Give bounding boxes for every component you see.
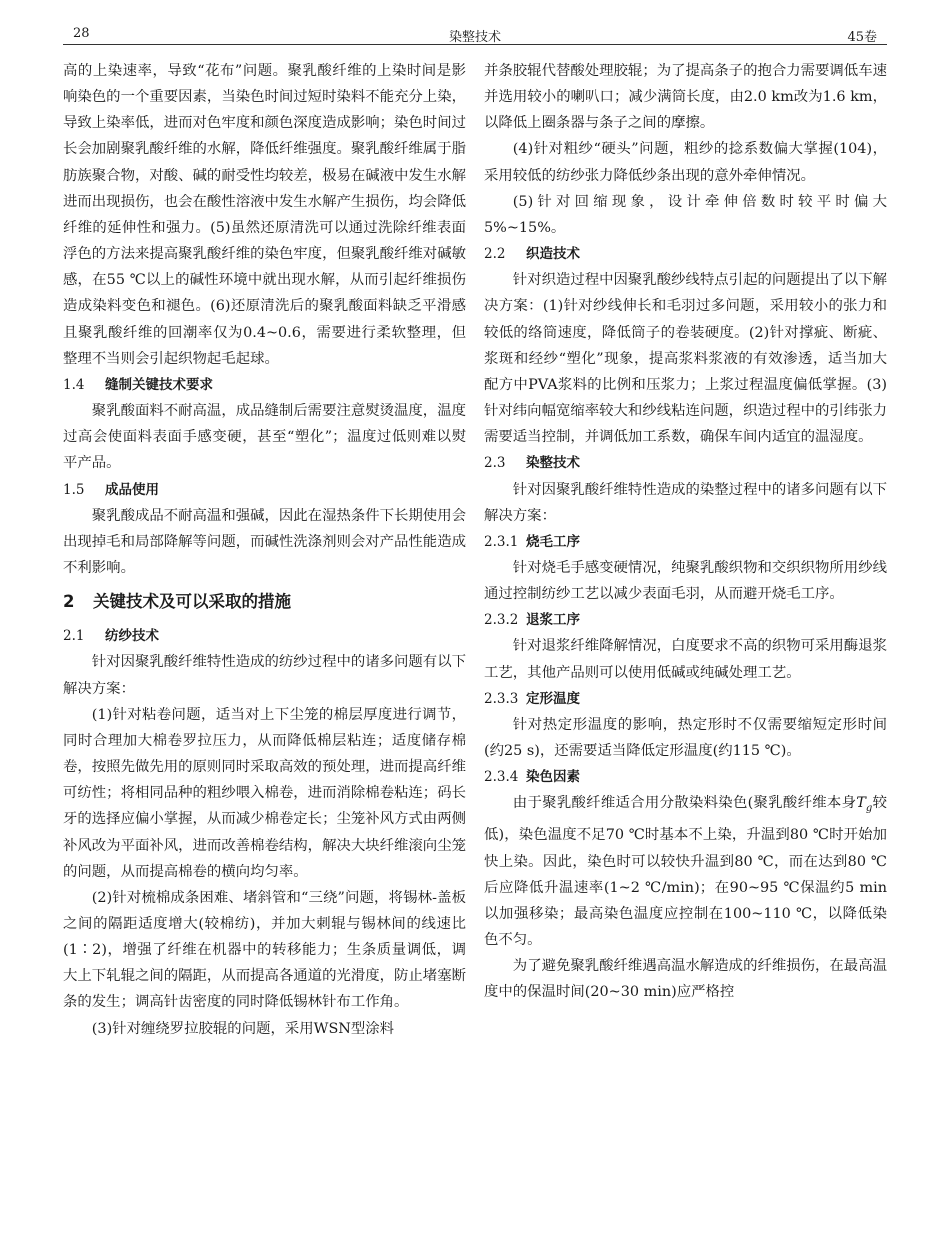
text-run: 由于聚乳酸纤维适合用分散染料染色(聚乳酸纤维本身 <box>512 795 857 812</box>
paragraph-intro: 高的上染速率，导致“花布”问题。聚乳酸纤维的上染时间是影响染色的一个重要因素，当染色时间过短时染料不能充分上染，导致上染率低，进而对色牢度和颜色深度造成影响；染色时间过长会加剧聚乳酸纤维的水解，降低纤维强度。聚乳酸纤维属于脂肪族聚合物，对酸、碱的耐受性均较差，极易在碱液中发生水解进而出现损伤，也会在酸性溶液中发生水解产生损伤，均会降低纤维的延伸性和强力。(5)虽然还原清洗可以通过洗除纤维表面浮色的方法来提高聚乳酸纤维的染色牢度，但聚乳酸纤维对碱敏感，在55 ℃以上的碱性环境中就出现水解，从而引起纤维损伤造成染料变色和褪色。(6)还原清洗后的聚乳酸面料缺乏平滑感且聚乳酸纤维的回潮率仅为0.4~0.6，需要进行柔软整理，但整理不当则会引起织物起毛起球。 <box>63 63 466 367</box>
paragraph: 针对因聚乳酸纤维特性造成的纺纱过程中的诸多问题有以下解决方案： <box>63 654 466 697</box>
section-number: 2.3.1 <box>484 533 519 550</box>
section-number: 1.4 <box>63 376 85 393</box>
paragraph: (3)针对缠绕罗拉胶辊的问题，采用WSN型涂料 <box>91 1020 395 1037</box>
section-heading-1-4 <box>63 372 466 398</box>
section-title: 关键技术及可以采取的措施 <box>93 592 291 612</box>
section-heading-2-3-4 <box>484 764 887 790</box>
right-column <box>484 58 887 1006</box>
section-number: 2.1 <box>63 628 85 645</box>
section-number: 2 <box>63 592 75 612</box>
section-number: 2.2 <box>484 246 506 263</box>
paragraph: (5)针对回缩现象，设计牵伸倍数时较平时偏大5%~15%。 <box>484 193 887 236</box>
section-heading-2-1 <box>63 623 466 649</box>
section-title: 定形温度 <box>526 690 580 707</box>
section-number: 2.3.2 <box>484 612 519 629</box>
page-number: 28 <box>73 26 90 41</box>
paragraph: 针对热定形温度的影响，热定形时不仅需要缩短定形时间(约25 s)，还需要适当降低定形温度(约115 ℃)。 <box>484 716 887 760</box>
section-number: 2.3.3 <box>484 690 519 707</box>
section-title: 烧毛工序 <box>526 533 580 550</box>
paragraph-continued: 并条胶辊代替酸处理胶辊；为了提高条子的抱合力需要调低车速并选用较小的喇叭口；减少满筒长度，由2.0 km改为1.6 km，以降低上圈条器与条子之间的摩擦。 <box>484 63 887 132</box>
section-title: 成品使用 <box>105 481 159 498</box>
section-number: 2.3.4 <box>484 769 519 786</box>
text-run: 较低)，染色温度不足70 ℃时基本不上染，升温到80 ℃时开始加快上染。因此，染色时可以较快升温到80 ℃，而在达到80 ℃后应降低升温速率(1~2 ℃/min)；在90~95 ℃保温约5 min以加强移染；最高染色温度应控制在100~110 ℃，以降低染色不匀。 <box>484 795 887 949</box>
journal-name: 染整技术 <box>448 30 501 45</box>
section-number: 1.5 <box>63 481 85 498</box>
paragraph: 为了避免聚乳酸纤维遇高温水解造成的纤维损伤，在最高温度中的保温时间(20~30 min)应严格控 <box>484 958 887 1001</box>
section-heading-2-3-1 <box>484 529 887 555</box>
paragraph: (4)针对粗纱“硬头”问题，粗纱的捻系数偏大掌握(104)，采用较低的纺纱张力降低纱条出现的意外牵伸情况。 <box>484 141 887 184</box>
section-title: 纺纱技术 <box>105 628 159 645</box>
tg-subscript: g <box>865 803 873 815</box>
left-column <box>63 58 466 1042</box>
paragraph-dyeing <box>484 790 887 953</box>
paragraph: 针对烧毛手感变硬情况，纯聚乳酸织物和交织织物所用纱线通过控制纺纱工艺以减少表面毛羽，从而避开烧毛工序。 <box>484 559 887 603</box>
section-heading-1-5 <box>63 477 466 503</box>
paragraph: 聚乳酸面料不耐高温，成品缝制后需要注意熨烫温度，温度过高会使面料表面手感变硬，甚至“塑化”；温度过低则难以熨平产品。 <box>63 403 466 472</box>
volume-label: 45卷 <box>847 30 877 45</box>
paragraph: 针对因聚乳酸纤维特性造成的染整过程中的诸多问题有以下解决方案： <box>484 481 887 524</box>
section-title: 退浆工序 <box>526 612 580 629</box>
paragraph: (1)针对粘卷问题，适当对上下尘笼的棉层厚度进行调节，同时合理加大棉卷罗拉压力，从而降低棉层粘连；适度储存棉卷，按照先做先用的原则同时采取高效的预处理，进而提高纤维可纺性；将相同品种的粗纱喂入棉卷，进而消除棉卷粘连；码长牙的选择应偏小掌握，从而减少棉卷定长；尘笼补风方式由两侧补风改为平面补风，进而改善棉卷结构，解决大块纤维滚向尘笼的问题，从而提高棉卷的横向均匀率。 <box>63 706 466 880</box>
paragraph: 针对织造过程中因聚乳酸纱线特点引起的问题提出了以下解决方案：(1)针对纱线伸长和毛羽过多问题，采用较小的张力和较低的络筒速度，降低筒子的卷装硬度。(2)针对撑疵、断疵、浆斑和经纱“塑化”现象，提高浆料浆液的有效渗透，适当加大配方中PVA浆料的比例和压浆力；上浆过程温度偏低掌握。(3)针对纬向幅宽缩率较大和纱线粘连问题，织造过程中的引纬张力需要适当控制，并调低加工系数，确保车间内适宜的温湿度。 <box>484 272 887 446</box>
section-title: 缝制关键技术要求 <box>105 376 213 393</box>
paragraph: (2)针对梳棉成条困难、堵斜管和“三绕”问题，将锡林-盖板之间的隔距适度增大(较棉纺)，并加大刺辊与锡林间的线速比(1∶2)，增强了纤维在机器中的转移能力；生条质量调低，调大上下轧辊之间的隔距，从而提高各通道的光滑度，防止堵塞断条的发生；调高针齿密度的同时降低锡林针布工作角。 <box>63 889 466 1011</box>
paragraph: 聚乳酸成品不耐高温和强碱，因此在湿热条件下长期使用会出现掉毛和局部降解等问题，而碱性洗涤剂则会对产品性能造成不利影响。 <box>63 507 466 576</box>
section-heading-2-2 <box>484 241 887 267</box>
running-header <box>63 22 887 45</box>
section-title: 织造技术 <box>526 246 580 263</box>
section-heading-2-3-3 <box>484 686 887 712</box>
tg-symbol: T <box>856 795 866 812</box>
paragraph: 针对退浆纤维降解情况，白度要求不高的织物可采用酶退浆工艺，其他产品则可以使用低碱或纯碱处理工艺。 <box>484 638 887 681</box>
section-heading-2-3 <box>484 450 887 476</box>
section-heading-2-3-2 <box>484 607 887 633</box>
section-title: 染整技术 <box>526 455 580 472</box>
section-heading-2 <box>63 589 466 615</box>
section-number: 2.3 <box>484 455 506 472</box>
section-title: 染色因素 <box>526 769 580 786</box>
